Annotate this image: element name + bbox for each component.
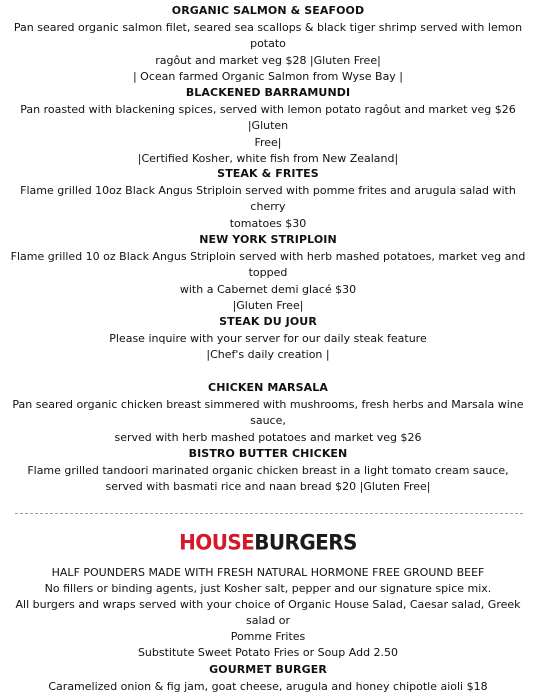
menu-item-gourmet-burger — [8, 662, 528, 695]
menu-item-description: tomatoes $30 — [229, 216, 307, 230]
menu-item-name: NEW YORK STRIPLOIN — [199, 233, 337, 246]
menu-item-description: Caramelized onion & fig jam, goat cheese, arugula and honey chipotle aioli $18 — [48, 679, 488, 693]
menu-item-description: ragôut and market veg $28 |Gluten Free| — [155, 53, 381, 67]
menu-item-bistro-butter-chicken — [8, 446, 528, 496]
menu-item-steak-frites — [8, 166, 528, 232]
menu-item-note: | Ocean farmed Organic Salmon from Wyse Bay | — [132, 70, 404, 83]
menu-item-description: Flame grilled 10 oz Black Angus Striploin served with herb mashed potatoes, market veg and topped — [10, 249, 526, 279]
menu-item-name: GOURMET BURGER — [209, 663, 327, 676]
menu-item-note: |Chef's daily creation | — [206, 348, 330, 361]
menu-item-organic-salmon — [8, 3, 528, 86]
section-title-house-burgers — [0, 529, 536, 554]
menu-item-description: Pan seared organic salmon filet, seared sea scallops & black tiger shrimp served with lemon potato — [13, 20, 523, 50]
menu-item-steak-du-jour — [8, 314, 528, 364]
menu-item-note: |Gluten Free| — [232, 299, 304, 312]
menu-item-description: with a Cabernet demi glacé $30 — [179, 282, 357, 296]
section-title-part-burgers: BURGERS — [254, 529, 357, 555]
section-title-part-house: HOUSE — [179, 529, 255, 555]
menu-item-name: STEAK DU JOUR — [219, 315, 317, 328]
menu-item-description: served with basmati rice and naan bread $20 |Gluten Free| — [105, 480, 431, 493]
burgers-info-line: Pomme Frites — [230, 630, 306, 643]
menu-item-name: BISTRO BUTTER CHICKEN — [188, 447, 348, 460]
menu-item-name: ORGANIC SALMON & SEAFOOD — [171, 4, 365, 17]
burgers-info-line: All burgers and wraps served with your choice of Organic House Salad, Caesar salad, Greek salad or — [15, 598, 521, 627]
menu-item-description: served with herb mashed potatoes and market veg $26 — [114, 430, 422, 444]
menu-item-name: STEAK & FRITES — [217, 167, 319, 180]
menu-item-description: Please inquire with your server for our daily steak feature — [109, 331, 427, 345]
menu-item-description: Free| — [254, 135, 282, 149]
burgers-info-line: HALF POUNDERS MADE WITH FRESH NATURAL HORMONE FREE GROUND BEEF — [51, 566, 485, 579]
burgers-info-line: Substitute Sweet Potato Fries or Soup Add 2.50 — [137, 646, 399, 659]
burgers-info — [8, 565, 528, 661]
menu-item-new-york-striploin — [8, 232, 528, 315]
burgers-info-line: No fillers or binding agents, just Kosher salt, pepper and our signature spice mix. — [44, 582, 492, 595]
menu-item-note: |Certified Kosher, white fish from New Zealand| — [137, 152, 399, 165]
menu-item-description: Flame grilled tandoori marinated organic chicken breast in a light tomato cream sauce, — [27, 463, 509, 477]
menu-item-description: Pan roasted with blackening spices, served with lemon potato ragôut and market veg $26 |Gluten — [20, 102, 516, 132]
menu-item-name: BLACKENED BARRAMUNDI — [185, 86, 351, 99]
menu-item-chicken-marsala — [8, 380, 528, 446]
menu-item-description: Flame grilled 10oz Black Angus Striploin served with pomme frites and arugula salad with cherry — [20, 183, 516, 213]
section-divider — [15, 513, 523, 514]
menu-item-description: Pan seared organic chicken breast simmered with mushrooms, fresh herbs and Marsala wine sauce, — [12, 397, 524, 427]
menu-item-name: CHICKEN MARSALA — [208, 381, 328, 394]
menu-item-blackened-barramundi — [8, 85, 528, 168]
